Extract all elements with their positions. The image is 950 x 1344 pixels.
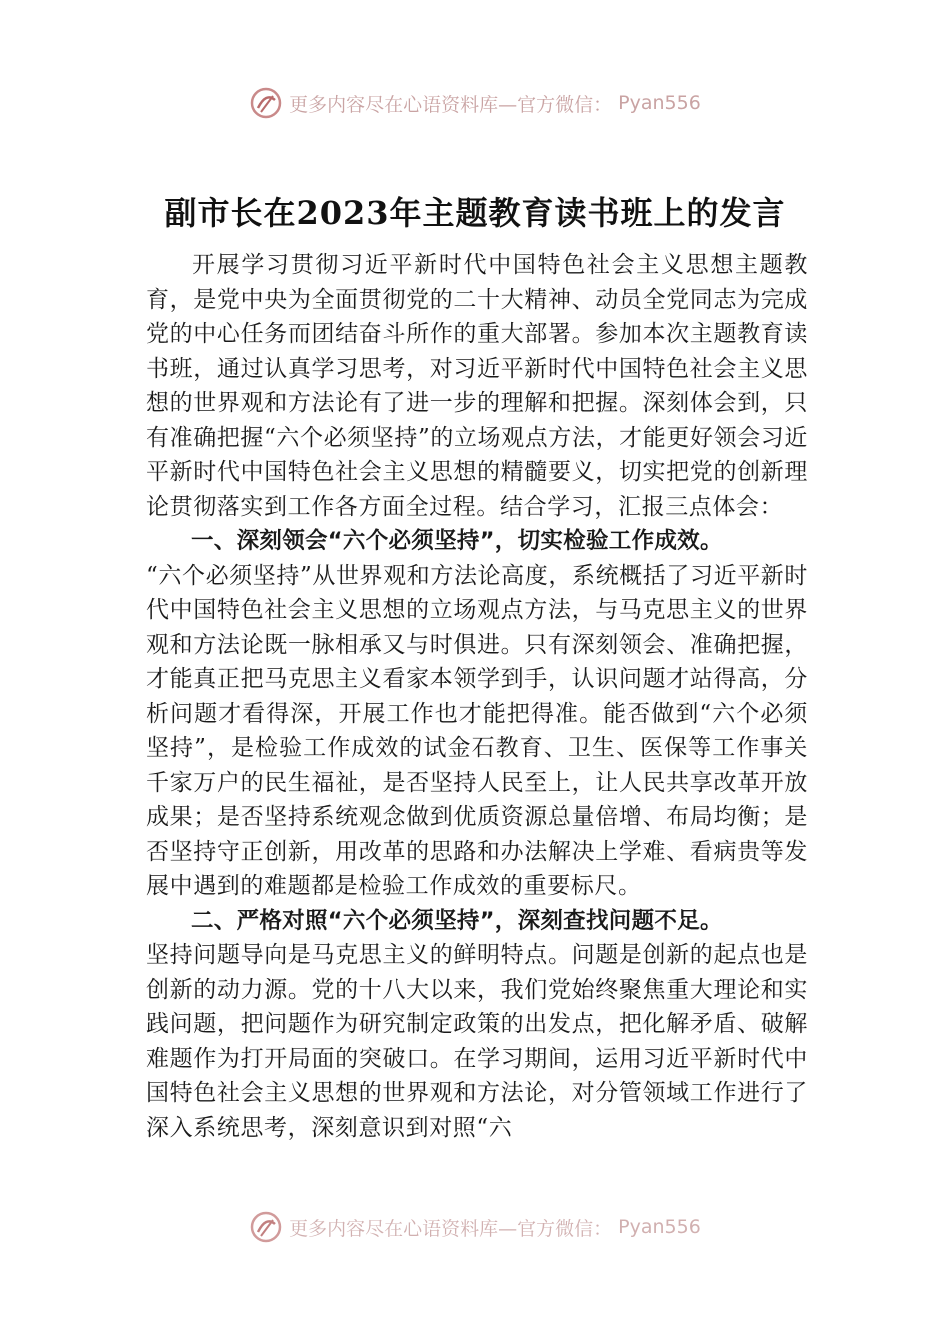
section1-paragraph: “六个必须坚持”从世界观和方法论高度，系统概括了习近平新时代中国特色社会主义思想的立场观点方法，与马克思主义的世界观和方法论既一脉相承又与时俱进。只有深刻领会、准确把握，才能真正把马克思主义看家本领学到手，认识问题才站得高，分析问题才看得深，开展工作也才能把得准。能否做到“六个必须坚持”，是检验工作成效的试金石教育、卫生、医保等工作事关千家万户的民生福祉，是否坚持人民至上，让人民共享改革开放成果；是否坚持系统观念做到优质资源总量倍增、布局均衡；是否坚持守正创新，用改革的思路和办法解决上学难、看病贵等发展中遇到的难题都是检验工作成效的重要标尺。: [146, 562, 808, 899]
watermark-text-cn: 更多内容尽在心语资料库—官方微信：: [289, 93, 613, 116]
intro-paragraph: 开展学习贯彻习近平新时代中国特色社会主义思想主题教育，是党中央为全面贯彻党的二十大精神、动员全党同志为完成党的中心任务而团结奋斗所作的重大部署。参加本次主题教育读书班，通过认真学习思考，对习近平新时代中国特色社会主义思想的世界观和方法论有了进一步的理解和把握。深刻体会到，只有准确把握“六个必须坚持”的立场观点方法，才能更好领会习近平新时代中国特色社会主义思想的精髓要义，切实把党的创新理论贯彻落实到工作各方面全过程。结合学习，汇报三点体会：: [146, 252, 808, 520]
header-watermark: [0, 86, 950, 120]
seal-logo-icon: [249, 86, 283, 120]
section1-heading: 一、深刻领会“六个必须坚持”，切实检验工作成效。: [191, 528, 723, 554]
seal-logo-icon: [249, 1210, 283, 1244]
document-title: 副市长在2023年主题教育读书班上的发言: [164, 194, 786, 232]
watermark-text-en: Pyan556: [618, 1216, 701, 1238]
document-body: [146, 248, 808, 1145]
watermark-text-cn: 更多内容尽在心语资料库—官方微信：: [289, 1217, 613, 1240]
section2-paragraph: 坚持问题导向是马克思主义的鲜明特点。问题是创新的起点也是创新的动力源。党的十八大以来，我们党始终聚焦重大理论和实践问题，把问题作为研究制定政策的出发点，把化解矛盾、破解难题作为打开局面的突破口。在学习期间，运用习近平新时代中国特色社会主义思想的世界观和方法论，对分管领域工作进行了深入系统思考，深刻意识到对照“六: [146, 942, 808, 1141]
watermark-text-en: Pyan556: [618, 92, 701, 114]
footer-watermark: [0, 1210, 950, 1244]
section2-heading: 二、严格对照“六个必须坚持”，深刻查找问题不足。: [191, 907, 723, 934]
